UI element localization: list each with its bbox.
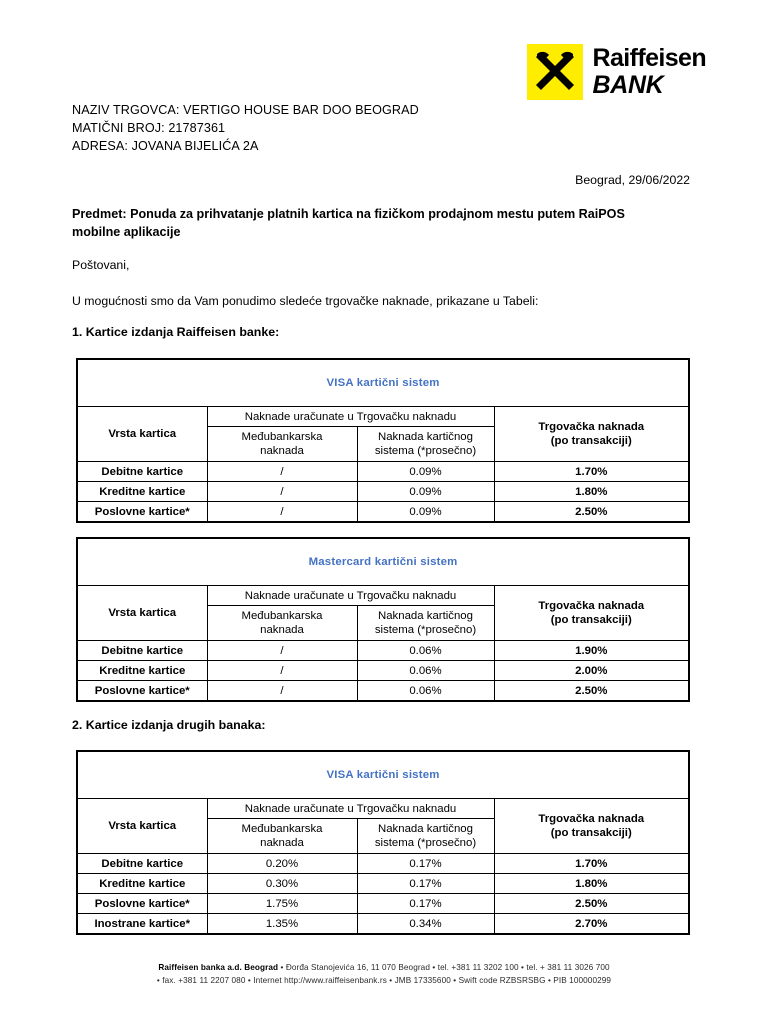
cell-interchange: / — [207, 482, 357, 502]
cell-scheme: 0.34% — [357, 914, 494, 935]
section-heading-2: 2. Kartice izdanja drugih banaka: — [72, 718, 266, 732]
document-footer — [0, 962, 768, 987]
subject-line: Predmet: Ponuda za prihvatanje platnih kartica na fizičkom prodajnom mestu putem RaiPOS mobilne aplikacije — [72, 207, 625, 239]
header-merchant-fee — [494, 799, 689, 854]
header-card-type: Vrsta kartica — [77, 799, 207, 854]
header-merchant-fee — [494, 586, 689, 641]
table-row — [77, 462, 689, 482]
header-merchant-fee-line2: (po transakciji) — [550, 435, 632, 447]
table-title-row — [77, 751, 689, 799]
header-card-type: Vrsta kartica — [77, 586, 207, 641]
merchant-name: NAZIV TRGOVCA: VERTIGO HOUSE BAR DOO BEOGRAD — [72, 103, 419, 117]
logo-wordmark — [593, 46, 706, 98]
cell-scheme: 0.09% — [357, 502, 494, 523]
cell-interchange: 1.35% — [207, 914, 357, 935]
header-merchant-fee-line2: (po transakciji) — [550, 614, 632, 626]
table-row — [77, 502, 689, 523]
cell-merchant-fee: 2.50% — [494, 681, 689, 702]
table-row — [77, 661, 689, 681]
cell-card-type: Kreditne kartice — [77, 482, 207, 502]
salutation: Poštovani, — [72, 258, 130, 272]
cell-interchange: 0.20% — [207, 854, 357, 874]
footer-line-1 — [0, 962, 768, 975]
header-merchant-fee-line1: Trgovačka naknada — [538, 421, 645, 433]
cell-card-type: Debitne kartice — [77, 641, 207, 661]
table-row — [77, 641, 689, 661]
header-merchant-fee-line1: Trgovačka naknada — [538, 813, 645, 825]
table-header-group-row — [77, 799, 689, 819]
cell-card-type: Poslovne kartice* — [77, 681, 207, 702]
fee-table-visa-raiffeisen — [76, 358, 690, 523]
header-interchange-line2: naknada — [260, 837, 304, 849]
table-row — [77, 854, 689, 874]
footer-contact-1: • Đorđa Stanojevića 16, 11 070 Beograd • tel. +381 11 3202 100 • tel. + 381 11 3026 700 — [278, 963, 610, 972]
header-scheme-line2: sistema (*prosečno) — [374, 837, 477, 849]
header-interchange-fee — [207, 606, 357, 641]
footer-bank-name: Raiffeisen banka a.d. Beograd — [158, 963, 279, 972]
header-interchange-line2: naknada — [260, 445, 304, 457]
cell-interchange: / — [207, 661, 357, 681]
cell-card-type: Debitne kartice — [77, 854, 207, 874]
section-heading-1: 1. Kartice izdanja Raiffeisen banke: — [72, 325, 280, 339]
header-interchange-line1: Međubankarska — [241, 823, 323, 835]
cell-interchange: 0.30% — [207, 874, 357, 894]
header-interchange-line2: naknada — [260, 624, 304, 636]
cell-scheme: 0.09% — [357, 482, 494, 502]
table-header-group-row — [77, 586, 689, 606]
header-card-type: Vrsta kartica — [77, 407, 207, 462]
cell-scheme: 0.09% — [357, 462, 494, 482]
cell-scheme: 0.17% — [357, 874, 494, 894]
header-scheme-fee — [357, 606, 494, 641]
cell-merchant-fee: 2.00% — [494, 661, 689, 681]
footer-line-2: • fax. +381 11 2207 080 • Internet http://www.raiffeisenbank.rs • JMB 17335600 • Swift code RZBSRSBG • PIB 100000299 — [156, 975, 612, 985]
header-included-fees-group: Naknade uračunate u Trgovačku naknadu — [207, 586, 494, 606]
fee-table-visa-other-banks — [76, 750, 690, 935]
cell-interchange: / — [207, 681, 357, 702]
cell-merchant-fee: 2.70% — [494, 914, 689, 935]
merchant-details — [72, 101, 419, 155]
table-title-row — [77, 538, 689, 586]
header-scheme-line2: sistema (*prosečno) — [374, 624, 477, 636]
header-included-fees-group: Naknade uračunate u Trgovačku naknadu — [207, 407, 494, 427]
table-row — [77, 914, 689, 935]
card-scheme-title: VISA kartični sistem — [77, 359, 689, 407]
cell-merchant-fee: 1.90% — [494, 641, 689, 661]
header-scheme-line1: Naknada kartičnog — [378, 823, 473, 835]
header-scheme-fee — [357, 819, 494, 854]
header-merchant-fee-line1: Trgovačka naknada — [538, 600, 645, 612]
card-scheme-title: VISA kartični sistem — [77, 751, 689, 799]
header-interchange-fee — [207, 819, 357, 854]
cell-merchant-fee: 1.80% — [494, 482, 689, 502]
header-interchange-line1: Međubankarska — [241, 610, 323, 622]
cell-card-type: Inostrane kartice* — [77, 914, 207, 935]
cell-card-type: Kreditne kartice — [77, 661, 207, 681]
cell-card-type: Poslovne kartice* — [77, 502, 207, 523]
raiffeisen-bank-logo — [527, 44, 706, 100]
header-scheme-line2: sistema (*prosečno) — [374, 445, 477, 457]
cell-card-type: Poslovne kartice* — [77, 894, 207, 914]
fee-table-mastercard-raiffeisen — [76, 537, 690, 702]
table-row — [77, 681, 689, 702]
header-scheme-line1: Naknada kartičnog — [378, 431, 473, 443]
merchant-registration-number: MATIČNI BROJ: 21787361 — [72, 121, 226, 135]
header-merchant-fee — [494, 407, 689, 462]
cell-card-type: Kreditne kartice — [77, 874, 207, 894]
cell-merchant-fee: 1.70% — [494, 854, 689, 874]
cell-scheme: 0.06% — [357, 661, 494, 681]
table-title-row — [77, 359, 689, 407]
gable-cross-icon — [527, 44, 583, 100]
cell-interchange: 1.75% — [207, 894, 357, 914]
table-row — [77, 482, 689, 502]
intro-paragraph: U mogućnosti smo da Vam ponudimo sledeće trgovačke naknade, prikazane u Tabeli: — [72, 294, 539, 308]
cell-interchange: / — [207, 641, 357, 661]
place-and-date: Beograd, 29/06/2022 — [575, 173, 690, 187]
header-scheme-fee — [357, 427, 494, 462]
header-included-fees-group: Naknade uračunate u Trgovačku naknadu — [207, 799, 494, 819]
cell-interchange: / — [207, 502, 357, 523]
header-interchange-line1: Međubankarska — [241, 431, 323, 443]
card-scheme-title: Mastercard kartični sistem — [77, 538, 689, 586]
table-row — [77, 874, 689, 894]
cell-merchant-fee: 1.70% — [494, 462, 689, 482]
header-scheme-line1: Naknada kartičnog — [378, 610, 473, 622]
cell-scheme: 0.06% — [357, 681, 494, 702]
cell-scheme: 0.17% — [357, 854, 494, 874]
cell-merchant-fee: 2.50% — [494, 894, 689, 914]
cell-card-type: Debitne kartice — [77, 462, 207, 482]
cell-scheme: 0.06% — [357, 641, 494, 661]
logo-word-bank: BANK — [592, 71, 664, 99]
cell-merchant-fee: 2.50% — [494, 502, 689, 523]
table-header-group-row — [77, 407, 689, 427]
cell-scheme: 0.17% — [357, 894, 494, 914]
merchant-address: ADRESA: JOVANA BIJELIĆA 2A — [72, 139, 259, 153]
cell-merchant-fee: 1.80% — [494, 874, 689, 894]
header-merchant-fee-line2: (po transakciji) — [550, 827, 632, 839]
logo-word-raiffeisen: Raiffeisen — [592, 44, 706, 72]
cell-interchange: / — [207, 462, 357, 482]
header-interchange-fee — [207, 427, 357, 462]
table-row — [77, 894, 689, 914]
